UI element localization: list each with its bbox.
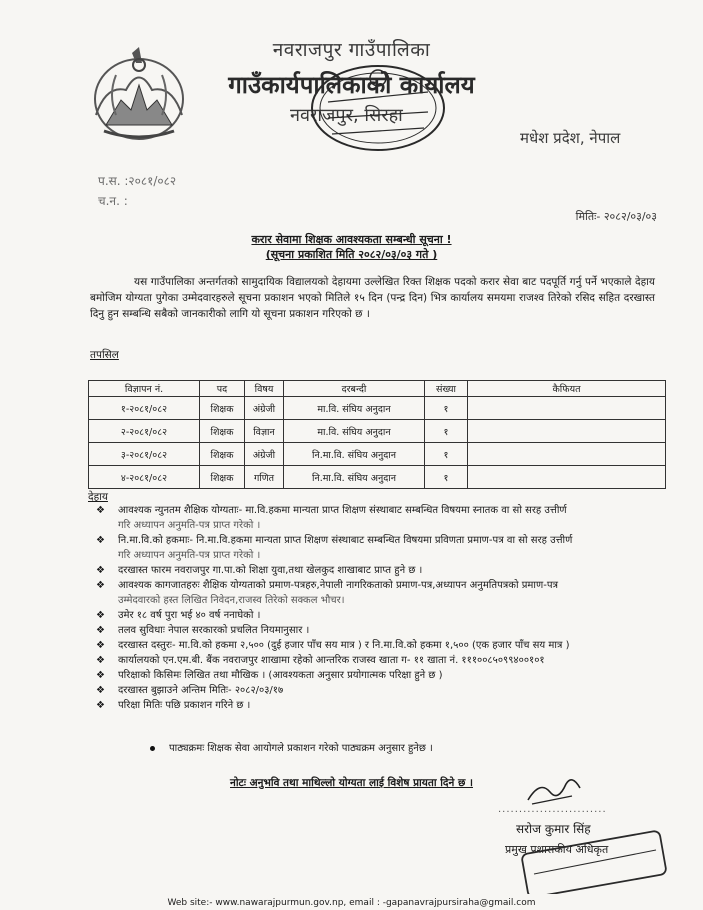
list-item bbox=[96, 683, 671, 698]
condition-text: उमेर १८ वर्ष पुरा भई ४० वर्ष ननाघेको । bbox=[118, 610, 261, 621]
table-header-row bbox=[89, 381, 666, 397]
table-row bbox=[89, 466, 666, 489]
bullet-dot-icon bbox=[150, 746, 155, 751]
signatory-name: सरोज कुमार सिंह bbox=[516, 822, 591, 836]
list-item bbox=[96, 653, 671, 668]
table-row bbox=[89, 420, 666, 443]
list-item bbox=[96, 503, 671, 533]
column-header: विषय bbox=[245, 381, 284, 397]
bullet-icon: ❖ bbox=[96, 640, 105, 651]
notice-note: नोटः अनुभवि तथा माथिल्लो योग्यता लाई विशेष प्रायता दिने छ । bbox=[230, 777, 473, 789]
notice-title: करार सेवामा शिक्षक आवश्यकता सम्बन्धी सूचना ! bbox=[251, 233, 452, 246]
condition-text: नि.मा.वि.को हकमाः- नि.मा.वि.हकमा मान्यता प्राप्त शिक्षण संस्थाबाट सम्बन्धित विषयमा प्रविणता प्रमाण-पत्र वा सो सरह उत्तीर्ण bbox=[118, 535, 573, 546]
table-cell: शिक्षक bbox=[200, 397, 245, 420]
table-cell: नि.मा.वि. संघिय अनुदान bbox=[284, 443, 425, 466]
bullet-icon: ❖ bbox=[96, 580, 105, 591]
table-cell: शिक्षक bbox=[200, 466, 245, 489]
vacancy-table bbox=[88, 380, 666, 489]
list-item bbox=[96, 668, 671, 683]
notice-publish-date: (सूचना प्रकाशित मिति २०८२/०३/०३ गते ) bbox=[265, 248, 438, 261]
table-cell: शिक्षक bbox=[200, 443, 245, 466]
list-item bbox=[96, 578, 671, 608]
condition-continuation: उम्मेदवारको हस्त लिखित निवेदन,राजस्व तिरेको सक्कल भौचर। bbox=[118, 595, 345, 606]
condition-continuation: गरि अध्यापन अनुमति-पत्र प्राप्त गरेको । bbox=[118, 520, 261, 531]
official-seal-stamp-icon bbox=[520, 828, 670, 894]
conditions-list bbox=[96, 503, 671, 713]
condition-text: दरखास्त फारम नवराजपुर गा.पा.को शिक्षा युवा,तथा खेलकुद शाखाबाट प्राप्त हुने छ । bbox=[118, 565, 423, 576]
table-cell bbox=[468, 466, 666, 489]
condition-continuation: गरि अध्यापन अनुमति-पत्र प्राप्त गरेको । bbox=[118, 550, 261, 561]
bullet-icon: ❖ bbox=[96, 625, 105, 636]
condition-text: तलव सुविधाः नेपाल सरकारको प्रचलित नियमानुसार । bbox=[118, 625, 310, 636]
column-header: संख्या bbox=[425, 381, 468, 397]
list-item bbox=[96, 563, 671, 578]
bullet-icon: ❖ bbox=[96, 655, 105, 666]
table-cell bbox=[468, 420, 666, 443]
list-item bbox=[96, 623, 671, 638]
table-row bbox=[89, 397, 666, 420]
table-cell: अंग्रेजी bbox=[245, 397, 284, 420]
table-row bbox=[89, 443, 666, 466]
table-cell: १-२०८१/०८२ bbox=[89, 397, 200, 420]
bullet-icon: ❖ bbox=[96, 610, 105, 621]
column-header: कैफियत bbox=[468, 381, 666, 397]
column-header: पद bbox=[200, 381, 245, 397]
table-cell: गणित bbox=[245, 466, 284, 489]
list-item bbox=[96, 638, 671, 653]
condition-text: आवश्यक न्युनतम शैक्षिक योग्यताः- मा.वि.हकमा मान्यता प्राप्त शिक्षण संस्थाबाट सम्बन्धित विषयमा स्नातक वा सो सरह उत्तीर्ण bbox=[118, 505, 567, 516]
bullet-icon: ❖ bbox=[96, 505, 105, 516]
condition-text: परिक्षा मितिः पछि प्रकाशन गरिने छ । bbox=[118, 700, 251, 711]
notice-intro-paragraph: यस गाउँपालिका अन्तर्गतको सामुदायिक विद्यालयको देहायमा उल्लेखित रिक्त शिक्षक पदको करार सेवा बाट पदपूर्ति गर्नु पर्ने भएकाले देहाय बमोजिम योग्यता पुगेका उम्मेदवारहरुले सूचना प्रकाशन भएको मितिले १५ दिन (पन्द्र दिन) भित्र कार्यालय समयमा राजश्व तिरेको रसिद सहित दरखास्त दिनु हुन सम्बन्धि सबैको जानकारीको लागि यो सूचना प्रकाशन गरिएको छ । bbox=[90, 276, 655, 320]
table-cell: मा.वि. संघिय अनुदान bbox=[284, 420, 425, 443]
province-name: मधेश प्रदेश, नेपाल bbox=[520, 129, 621, 147]
list-item bbox=[96, 533, 671, 563]
list-item bbox=[96, 698, 671, 713]
bullet-icon: ❖ bbox=[96, 685, 105, 696]
bullet-icon: ❖ bbox=[96, 670, 105, 681]
notice-date: मितिः- २०८२/०३/०३ bbox=[575, 210, 657, 223]
dehay-label: देहाय bbox=[88, 491, 108, 503]
table-cell: १ bbox=[425, 466, 468, 489]
condition-text: कार्यालयको एन.एम.बी. बैंक नवराजपुर शाखामा रहेको आन्तरिक राजस्व खाता ग- ११ खाता नं. १११००८५०९९४००१०१ bbox=[118, 655, 545, 666]
table-cell: १ bbox=[425, 420, 468, 443]
table-cell: नि.मा.वि. संघिय अनुदान bbox=[284, 466, 425, 489]
office-name: गाउँकार्यपालिकाको कार्यालय bbox=[228, 71, 475, 99]
curriculum-text: पाठ्यक्रमः शिक्षक सेवा आयोगले प्रकाशन गरेको पाठ्यक्रम अनुसार हुनेछ । bbox=[169, 743, 433, 754]
table-cell: शिक्षक bbox=[200, 420, 245, 443]
signature-line: .......................... bbox=[498, 804, 607, 815]
signatory-title: प्रमुख प्रशासकीय अधिकृत bbox=[505, 843, 609, 856]
table-cell: ३-२०८१/०८२ bbox=[89, 443, 200, 466]
table-cell bbox=[468, 397, 666, 420]
condition-text: दरखास्त बुझाउने अन्तिम मितिः- २०८२/०३/१७ bbox=[118, 685, 284, 696]
list-item bbox=[96, 608, 671, 623]
footer-contact: Web site:- www.nawarajpurmun.gov.np, email : -gapanavrajpursiraha@gmail.com bbox=[167, 898, 536, 908]
bullet-icon: ❖ bbox=[96, 565, 105, 576]
table-cell: ४-२०८१/०८२ bbox=[89, 466, 200, 489]
bullet-icon: ❖ bbox=[96, 700, 105, 711]
condition-text: दरखास्त दस्तुरः- मा.वि.को हकमा २,५०० (दुई हजार पाँच सय मात्र ) र नि.मा.वि.को हकमा १,५०० (एक हजार पाँच सय मात्र ) bbox=[118, 640, 570, 651]
tapasil-label: तपसिल bbox=[90, 349, 119, 361]
dispatch-number: च.न. : bbox=[98, 194, 128, 208]
condition-text: परिक्षाको किसिमः लिखित तथा मौखिक । (आवश्यकता अनुसार प्रयोगात्मक परिक्षा हुने छ ) bbox=[118, 670, 443, 681]
bullet-icon: ❖ bbox=[96, 535, 105, 546]
curriculum-line bbox=[150, 740, 433, 754]
table-cell: १ bbox=[425, 443, 468, 466]
condition-text: आवश्यक कागजातहरुः शैक्षिक योग्यताको प्रमाण-पत्रहरु,नेपाली नागरिकताको प्रमाण-पत्र,अध्यापन अनुमतिपत्रको प्रमाण-पत्र bbox=[118, 580, 559, 591]
table-cell: १ bbox=[425, 397, 468, 420]
table-cell: मा.वि. संघिय अनुदान bbox=[284, 397, 425, 420]
column-header: विज्ञापन नं. bbox=[89, 381, 200, 397]
municipality-name: नवराजपुर गाउँपालिका bbox=[272, 39, 431, 61]
table-cell bbox=[468, 443, 666, 466]
table-cell: विज्ञान bbox=[245, 420, 284, 443]
table-cell: अंग्रेजी bbox=[245, 443, 284, 466]
office-seal-stamp-icon bbox=[308, 62, 448, 154]
office-location: नवराजपुर, सिरहा bbox=[290, 105, 403, 126]
column-header: दरबन्दी bbox=[284, 381, 425, 397]
reference-number: प.स. :२०८१/०८२ bbox=[98, 174, 177, 188]
table-cell: २-२०८१/०८२ bbox=[89, 420, 200, 443]
